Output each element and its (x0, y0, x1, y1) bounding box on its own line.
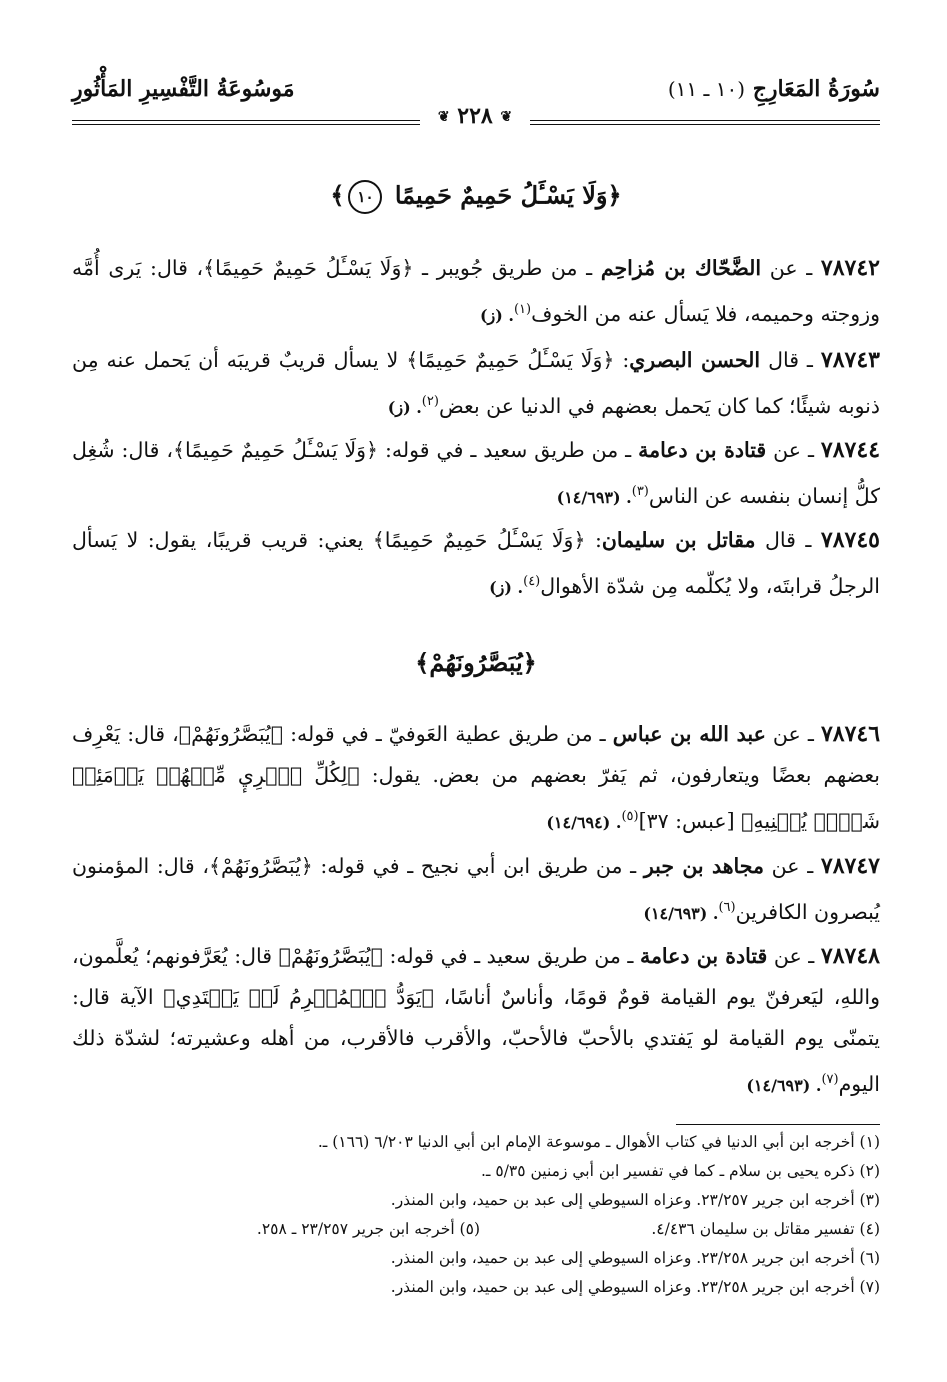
ornament-icon: ❦ (437, 109, 450, 125)
sura-name: سُورَةُ المَعَارِجِ (752, 76, 880, 102)
narration-entry (72, 248, 880, 336)
entry-source: . (ز) (479, 305, 514, 325)
entry-source: . (١٤/٦٩٣) (746, 1075, 822, 1095)
footnote-ref[interactable]: (٦) (718, 900, 736, 915)
footnote: (٢) ذكره يحيى بن سلام ـ كما في تفسير ابن أبي زمنين ٥/٣٥ ـ. (480, 1162, 880, 1180)
verse-heading: ﴿وَلَا يَسْـَٔلُ حَمِيمٌ حَمِيمًا ١٠﴾ (72, 180, 880, 214)
narration-entry (72, 936, 880, 1106)
entry-intro: ـ قال (764, 528, 812, 552)
entry-number: ٧٨٧٤٣ (820, 347, 880, 373)
narrator-name: الضَّحّاك بن مُزاحِم (600, 256, 762, 280)
narrator-name: قتادة بن دعامة (638, 438, 767, 462)
entry-intro: ـ عن (771, 854, 814, 878)
entry-text: : ﴿وَلَا يَسْـَٔلُ حَمِيمٌ حَمِيمًا﴾ لا يسأل قريبٌ قريبَه أن يَحمل عنه مِن ذنوبه شيئًا؛ كما كان يَحمل بعضهم في الدنيا عن بعض (72, 348, 880, 418)
entry-number: ٧٨٧٤٦ (820, 721, 881, 747)
ayah-number-icon: ١٠ (348, 180, 382, 214)
footnote: (٣) أخرجه ابن جرير ٢٣/٢٥٧. وعزاه السيوطي إلى عبد بن حميد، وابن المنذر. (390, 1191, 880, 1209)
entry-text: ـ من طريق ابن أبي نجيح ـ في قوله: ﴿يُبَصَّرُونَهُمْ﴾، قال: المؤمنون يُبصرون الكافرين (72, 854, 880, 924)
entry-number: ٧٨٧٤٢ (820, 255, 880, 281)
footnotes (72, 1128, 880, 1302)
verse-heading-text: ﴿وَلَا يَسْـَٔلُ حَمِيمٌ حَمِيمًا (394, 180, 622, 210)
footnote: (٦) أخرجه ابن جرير ٢٣/٢٥٨. وعزاه السيوطي إلى عبد بن حميد، وابن المنذر. (390, 1249, 880, 1267)
page-number-text: ٢٢٨ (457, 103, 493, 129)
entry-number: ٧٨٧٤٨ (820, 943, 880, 969)
entry-source: . (١٤/٦٩٣) (643, 903, 719, 923)
entry-source: . (١٤/٦٩٤) (546, 812, 622, 832)
entry-text: : ﴿وَلَا يَسْـَٔلُ حَمِيمٌ حَمِيمًا﴾ يعني: قريب قريبًا، يقول: لا يَسأل الرجلُ قرابتَه، ولا يُكلّمه مِن شدّة الأهوال (72, 528, 880, 598)
entry-intro: ـ عن (772, 722, 814, 746)
footnote-ref[interactable]: (٧) (821, 1072, 839, 1087)
footnote-pair (72, 1215, 880, 1244)
footnote-ref[interactable]: (٥) (621, 809, 639, 824)
entry-text: ـ من طريق جُويبر ـ ﴿وَلَا يَسْـَٔلُ حَمِيمٌ حَمِيمًا﴾، قال: يَرى أُمَّه وزوجته وحميمه، فلا يَسأل عنه من الخوف (72, 256, 880, 326)
entry-intro: ـ عن (773, 438, 814, 462)
narrator-name: قتادة بن دعامة (639, 944, 768, 968)
entry-source: . (ز) (387, 397, 422, 417)
footnote-ref[interactable]: (٣) (631, 484, 649, 499)
footnote-ref[interactable]: (٤) (523, 574, 541, 589)
footnote: (١) أخرجه ابن أبي الدنيا في كتاب الأهوال ـ موسوعة الإمام ابن أبي الدنيا ٦/٢٠٣ (١٦٦) ـ. (317, 1133, 880, 1151)
entry-intro: ـ قال (768, 348, 813, 372)
page-number (420, 103, 530, 129)
narrator-name: عبد الله بن عباس (612, 722, 766, 746)
entry-number: ٧٨٧٤٤ (820, 437, 881, 463)
entry-source: . (ز) (489, 577, 524, 597)
entry-text: ـ من طريق عطية العَوفيّ ـ في قوله: ﴿يُبَصَّرُونَهُمْ﴾، قال: يَعْرِف بعضهم بعضًا ويتعارفون، ثم يَفرّ بعضهم من بعض. يقول: ﴿لِكُلِّ ٱمۡرِيٕ مِّنۡهُمۡ يَوۡمَئِذٖ شَأۡنٞ يُغۡنِيهِ﴾ [عبس: ٣٧] (72, 722, 880, 833)
entry-text: ـ من طريق سعيد ـ في قوله: ﴿يُبَصَّرُونَهُمْ﴾ قال: يُعَرَّفونهم؛ يُعلَّمون، واللهِ، ليَعرفنّ يوم القيامة قومٌ قومًا، وأناسٌ أناسًا، ﴿يَوَدُّ ٱلۡمُجۡرِمُ لَوۡ يَفۡتَدِي﴾ الآية قال: يتمنّى يوم القيامة لو يَفتدي بالأحبّ فالأحبّ، والأقرب فالأقرب، من أهله وعشيرته؛ لشدّة ذلك اليوم (72, 944, 880, 1096)
narrator-name: الحسن البصري (629, 348, 761, 372)
narration-entry (72, 846, 880, 934)
footnote: (٤) تفسير مقاتل بن سليمان ٤/٤٣٦. (651, 1220, 880, 1238)
narrator-name: مجاهد بن جبر (643, 854, 764, 878)
entry-intro: ـ عن (769, 256, 813, 280)
narration-entry (72, 340, 880, 428)
footnote: (٥) أخرجه ابن جرير ٢٣/٢٥٧ ـ ٢٥٨. (256, 1220, 480, 1238)
verse-range: (١٠ ـ ١١) (667, 77, 746, 101)
ornament-icon: ❦ (500, 109, 513, 125)
verse-heading: ﴿يُبَصَّرُونَهُمْ﴾ (415, 648, 537, 677)
entry-number: ٧٨٧٤٥ (820, 527, 880, 553)
entry-intro: ـ عن (773, 944, 815, 968)
narration-entry (72, 430, 880, 518)
footnote: (٧) أخرجه ابن جرير ٢٣/٢٥٨. وعزاه السيوطي إلى عبد بن حميد، وابن المنذر. (390, 1278, 880, 1296)
narrator-name: مقاتل بن سليمان (601, 528, 756, 552)
footnote-ref[interactable]: (١) (513, 302, 532, 317)
book-title: مَوسُوعَةُ التَّفْسِيرِ المَأْثُورِ (72, 76, 295, 102)
entry-text: ـ من طريق سعيد ـ في قوله: ﴿وَلَا يَسْـَٔلُ حَمِيمٌ حَمِيمًا﴾، قال: شُغِل كلُّ إنسان بنفسه عن الناس (72, 438, 880, 508)
footnote-separator (676, 1124, 880, 1125)
footnote-ref[interactable]: (٢) (421, 394, 439, 409)
narration-entry (72, 714, 880, 843)
sura-title (668, 76, 880, 102)
narration-entry (72, 520, 880, 608)
entry-number: ٧٨٧٤٧ (820, 853, 880, 879)
entry-source: . (١٤/٦٩٣) (556, 487, 632, 507)
